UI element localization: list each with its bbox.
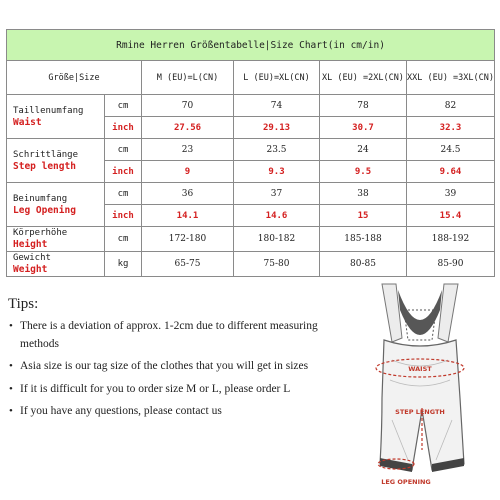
size-chart-title: Rmine Herren Größentabelle|Size Chart(in cm/in) — [7, 30, 495, 61]
bullet-icon: • — [9, 320, 13, 332]
size-chart-title-row — [7, 30, 495, 61]
bib-shorts-diagram — [352, 280, 492, 492]
tip-item — [8, 403, 353, 421]
unit-cell: inch — [105, 161, 142, 183]
height-label — [7, 227, 105, 252]
tips-title: Tips: — [8, 296, 39, 312]
bullet-icon: • — [9, 382, 13, 395]
size-header-xl: XL (EU) =2XL(CN) — [320, 61, 407, 95]
unit-cell: cm — [105, 95, 142, 117]
waist-label-de: Taillenumfang — [13, 105, 84, 116]
size-header-xxl: XXL (EU) =3XL(CN) — [407, 61, 495, 95]
value-cell: 9 — [142, 161, 234, 183]
step-length-label — [7, 139, 105, 183]
leg-opening-diagram-label: LEG OPENING — [381, 478, 431, 486]
height-label-de: Körperhöhe — [13, 228, 68, 238]
value-cell: 37 — [234, 183, 320, 205]
value-cell: 70 — [142, 95, 234, 117]
value-cell: 65-75 — [142, 252, 234, 277]
waist-cm-row — [7, 95, 495, 117]
unit-cell: cm — [105, 227, 142, 252]
tip-text: Asia size is our tag size of the clothes that you will get in sizes — [20, 360, 309, 372]
size-chart-table — [6, 29, 495, 277]
value-cell: 39 — [407, 183, 495, 205]
value-cell: 78 — [320, 95, 407, 117]
tip-text: If it is difficult for you to order size M or L, please order L — [20, 382, 291, 395]
value-cell: 29.13 — [234, 117, 320, 139]
value-cell: 9.64 — [407, 161, 495, 183]
value-cell: 38 — [320, 183, 407, 205]
tips-section — [8, 296, 353, 426]
weight-row — [7, 252, 495, 277]
leg-opening-label-en: Leg Opening — [13, 204, 76, 216]
height-label-en: Height — [13, 239, 48, 250]
value-cell: 188-192 — [407, 227, 495, 252]
bullet-icon: • — [9, 405, 13, 417]
value-cell: 14.1 — [142, 205, 234, 227]
value-cell: 23 — [142, 139, 234, 161]
step-cm-row — [7, 139, 495, 161]
leg-opening-label — [7, 183, 105, 227]
weight-label-de: Gewicht — [13, 253, 51, 263]
tip-item — [8, 358, 353, 376]
size-header-l: L (EU)=XL(CN) — [234, 61, 320, 95]
value-cell: 185-188 — [320, 227, 407, 252]
tip-text: There is a deviation of approx. 1-2cm due to different measuring methods — [20, 320, 318, 350]
value-cell: 36 — [142, 183, 234, 205]
unit-cell: kg — [105, 252, 142, 277]
value-cell: 180-182 — [234, 227, 320, 252]
value-cell: 9.3 — [234, 161, 320, 183]
tip-item — [8, 318, 353, 353]
value-cell: 9.5 — [320, 161, 407, 183]
value-cell: 32.3 — [407, 117, 495, 139]
unit-cell: inch — [105, 205, 142, 227]
value-cell: 172-180 — [142, 227, 234, 252]
step-length-label-de: Schrittlänge — [13, 149, 79, 160]
step-length-label-en: Step length — [13, 160, 76, 172]
value-cell: 24.5 — [407, 139, 495, 161]
tip-text: If you have any questions, please contact us — [20, 405, 222, 417]
value-cell: 23.5 — [234, 139, 320, 161]
size-header-m: M (EU)=L(CN) — [142, 61, 234, 95]
leg-opening-label-de: Beinumfang — [13, 193, 68, 204]
step-length-diagram-label: STEP LENGTH — [395, 408, 445, 416]
unit-cell: cm — [105, 139, 142, 161]
size-header-label: Größe|Size — [7, 61, 142, 95]
value-cell: 80-85 — [320, 252, 407, 277]
leg-cm-row — [7, 183, 495, 205]
unit-cell: inch — [105, 117, 142, 139]
value-cell: 24 — [320, 139, 407, 161]
tip-item — [8, 381, 353, 399]
value-cell: 75-80 — [234, 252, 320, 277]
bullet-icon: • — [9, 360, 13, 372]
value-cell: 15 — [320, 205, 407, 227]
value-cell: 82 — [407, 95, 495, 117]
value-cell: 30.7 — [320, 117, 407, 139]
weight-label-en: Weight — [13, 264, 48, 275]
value-cell: 85-90 — [407, 252, 495, 277]
value-cell: 27.56 — [142, 117, 234, 139]
waist-label-en: Waist — [13, 116, 42, 128]
value-cell: 15.4 — [407, 205, 495, 227]
value-cell: 14.6 — [234, 205, 320, 227]
unit-cell: cm — [105, 183, 142, 205]
waist-diagram-label: WAIST — [408, 365, 432, 373]
size-header-row — [7, 61, 495, 95]
height-row — [7, 227, 495, 252]
waist-label — [7, 95, 105, 139]
weight-label — [7, 252, 105, 277]
value-cell: 74 — [234, 95, 320, 117]
